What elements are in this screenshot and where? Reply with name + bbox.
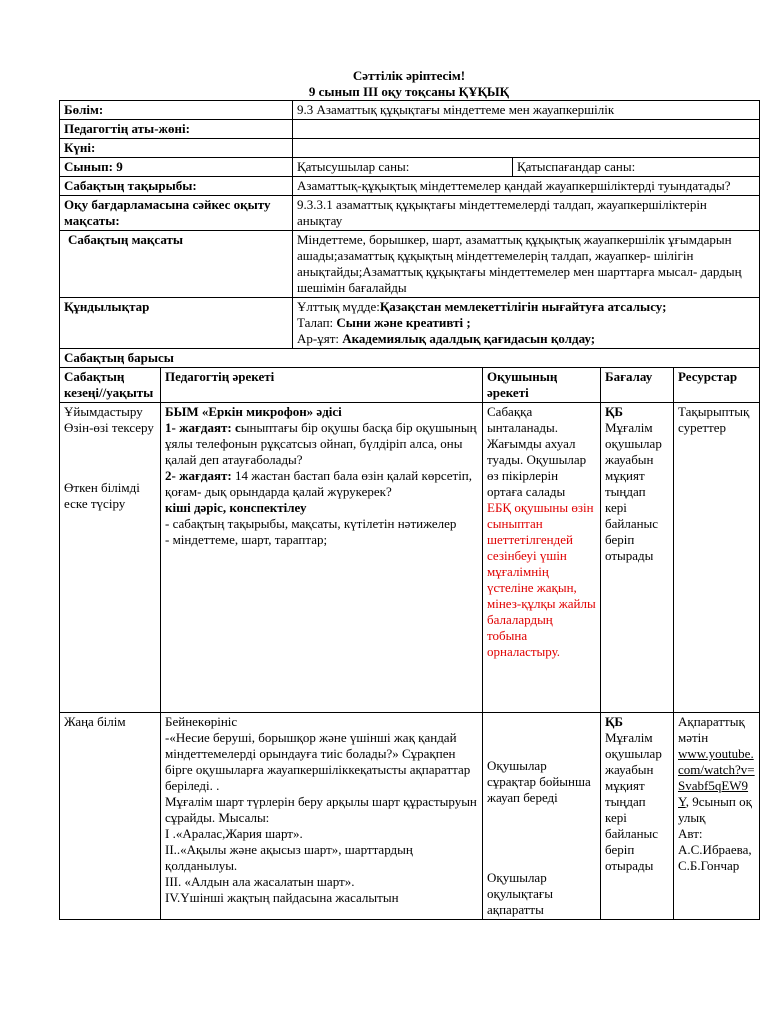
method-abbr: БЫМ	[165, 404, 199, 419]
assessment-text: Мұғалім оқушылар жауабын мұқият тыңдап кері байланыс беріп отырады	[605, 730, 662, 873]
teacher-line: ІІІ. «Алдын ала жасалатын шарт».	[165, 874, 355, 889]
table-row	[60, 158, 760, 177]
col-stage-header: Сабақтың кезеңі//уақыты	[60, 368, 161, 403]
teacher-activity-cell	[161, 403, 483, 713]
lecture-item: - міндеттеме, шарт, тараптар;	[165, 532, 328, 547]
lesson-table	[59, 348, 760, 920]
assessment-type: ҚБ	[605, 404, 624, 419]
table-row	[60, 231, 760, 298]
video-link[interactable]: www.youtube.com/watch?v=Svabf5qEW9Y	[678, 746, 755, 809]
document-page	[59, 68, 759, 920]
lecture-title: кіші дәріс, конспектілеу	[165, 500, 307, 515]
values-line1-bold: Қазақстан мемлекеттілігін нығайтуға атсалысу;	[379, 299, 667, 314]
values-line2-bold: Сыни және креативті ;	[336, 315, 471, 330]
info-table	[59, 100, 760, 349]
topic-label: Сабақтың тақырыбы:	[60, 177, 293, 196]
resources-text: Тақырыптық суреттер	[678, 404, 750, 435]
situation2-label: 2- жағдаят:	[165, 468, 232, 483]
stage-review: Өткен білімді еске түсіру	[64, 480, 140, 511]
day-label: Күні:	[60, 139, 293, 158]
table-row	[60, 298, 760, 349]
values-line3-prefix: Ар-ұят:	[297, 331, 343, 346]
resources-cell	[674, 713, 760, 920]
values-line1-prefix: Ұлттық мүдде:	[297, 299, 380, 314]
situation1-label: 1- жағдаят: с	[165, 420, 241, 435]
stage-cell	[60, 403, 161, 713]
greeting-title: Сәттілік әріптесім!	[352, 68, 466, 83]
topic-value: Азаматтық-құқықтық міндеттемелер қандай жауапкершіліктерді туындатады?	[293, 177, 760, 196]
col-teacher-header: Педагогтің әрекеті	[161, 368, 483, 403]
lesson-progress-title: Сабақтың барысы	[60, 349, 760, 368]
student-activity-cell	[483, 403, 601, 713]
assessment-text: Мұғалім оқушылар жауабын мұқият тыңдап кері байланыс беріп отырады	[605, 420, 662, 563]
values-line3-bold: Академиялық адалдық қағидасын қолдау;	[342, 331, 596, 346]
teacher-line: Мұғалім шарт түрлерін беру арқылы шарт құрастыруын сұрайды. Мысалы:	[165, 794, 477, 825]
values-content	[293, 298, 760, 349]
teacher-line: -«Несие беруші, борышқор және үшінші жақ қандай міндеттемелерді орындауға тиіс болады?» Сұрақпен бірге оқушыларға жауапкершіліккеқатысты ақпараттар беріледі. .	[165, 730, 471, 793]
teacher-line: ІV.Үшінші жақтың пайдасына жасалытын	[165, 890, 399, 905]
resources-text: , 9сынып оқулық	[678, 794, 752, 825]
goal-label: Сабақтың мақсаты	[60, 231, 293, 298]
stage-organize: Ұйымдастыру	[64, 404, 143, 419]
student-activity-text: Оқушылар оқулықтағы ақпаратты	[487, 870, 553, 917]
resources-authors: Авт: А.С.Ибраева, С.Б.Гончар	[678, 826, 752, 873]
teacher-line: ІІ..«Ақылы және ақысыз шарт», шарттардың қолданылуы.	[165, 842, 413, 873]
table-row	[60, 349, 760, 368]
table-row	[60, 177, 760, 196]
situation2-text: 14 жастан бастап бала өзін қалай көрсетіп, қоғам- дық орындарда қалай жүрукерек?	[165, 468, 473, 499]
resources-cell	[674, 403, 760, 713]
teacher-line: І .«Аралас,Жария шарт».	[165, 826, 303, 841]
values-label: Құндылықтар	[60, 298, 293, 349]
col-resources-header: Ресурстар	[674, 368, 760, 403]
col-assessment-header: Бағалау	[601, 368, 674, 403]
teacher-line: Бейнекөрініс	[165, 714, 238, 729]
stage-new-knowledge: Жаңа білім	[64, 714, 126, 729]
class-label: Сынып: 9	[60, 158, 293, 177]
student-activity-text: Оқушылар сұрақтар бойынша жауап береді	[487, 758, 591, 805]
document-subtitle: 9 сынып ІІІ оқу тоқсаны ҚҰҚЫҚ	[308, 84, 510, 99]
section-label: Бөлім:	[60, 101, 293, 120]
situation1-text: ыныптағы бір оқушы басқа бір оқушының ұялы телефонын рұқсатсыз ойнап, бүлдіріп алса, оны қалай деп атауғаболады?	[165, 420, 477, 467]
table-row	[60, 139, 760, 158]
objectives-label: Оқу бағдарламасына сәйкес оқыту мақсаты:	[60, 196, 293, 231]
assessment-cell	[601, 713, 674, 920]
table-header-row	[60, 368, 760, 403]
table-row	[60, 120, 760, 139]
table-row	[60, 713, 760, 920]
section-value: 9.3 Азаматтық құқықтағы міндеттеме мен жауапкершілік	[293, 101, 760, 120]
student-activity-text: Сабаққа ынталанады. Жағымды ахуал туады. Оқушылар өз пікірлерін ортаға салады	[487, 404, 587, 499]
goal-value: Міндеттеме, борышкер, шарт, азаматтық құқықтық жауапкершілік ұғымдарын ашады;азаматтық құқықтың міндеттемелерің талдап, жауапкер- шілігін анықтайды;Азаматтық құқықтағы міндеттемелер мен шарттарға мысал- дардың шешімін бағалайды	[293, 231, 760, 298]
table-row	[60, 101, 760, 120]
day-value	[293, 139, 760, 158]
method-name: «Еркін микрофон» әдісі	[198, 404, 342, 419]
teacher-value	[293, 120, 760, 139]
objectives-value: 9.3.3.1 азаматтық құқықтағы міндеттемелерді талдап, жауапкершіліктерін анықтау	[293, 196, 760, 231]
teacher-label: Педагогтің аты-жөні:	[60, 120, 293, 139]
values-line2-prefix: Талап:	[297, 315, 337, 330]
stage-self-check: Өзін-өзі тексеру	[64, 420, 154, 435]
stage-cell	[60, 713, 161, 920]
col-student-header: Оқушының әрекеті	[483, 368, 601, 403]
assessment-cell	[601, 403, 674, 713]
table-row	[60, 403, 760, 713]
teacher-activity-cell	[161, 713, 483, 920]
student-activity-cell	[483, 713, 601, 920]
table-row	[60, 196, 760, 231]
absent-label: Қатыспағандар саны:	[513, 158, 760, 177]
resources-text: Ақпараттық мәтін	[678, 714, 745, 745]
lecture-item: - сабақтың тақырыбы, мақсаты, күтілетін нәтижелер	[165, 516, 457, 531]
special-needs-note: ЕБҚ оқушыны өзін сыныптан шеттетілгендей сезінбеуі үшін мұғалімнің үстеліне жақын, мінез-құлқы жайлы балалардың тобына орналастыру.	[487, 500, 596, 659]
present-label: Қатысушылар саны:	[293, 158, 513, 177]
assessment-type: ҚБ	[605, 714, 624, 729]
